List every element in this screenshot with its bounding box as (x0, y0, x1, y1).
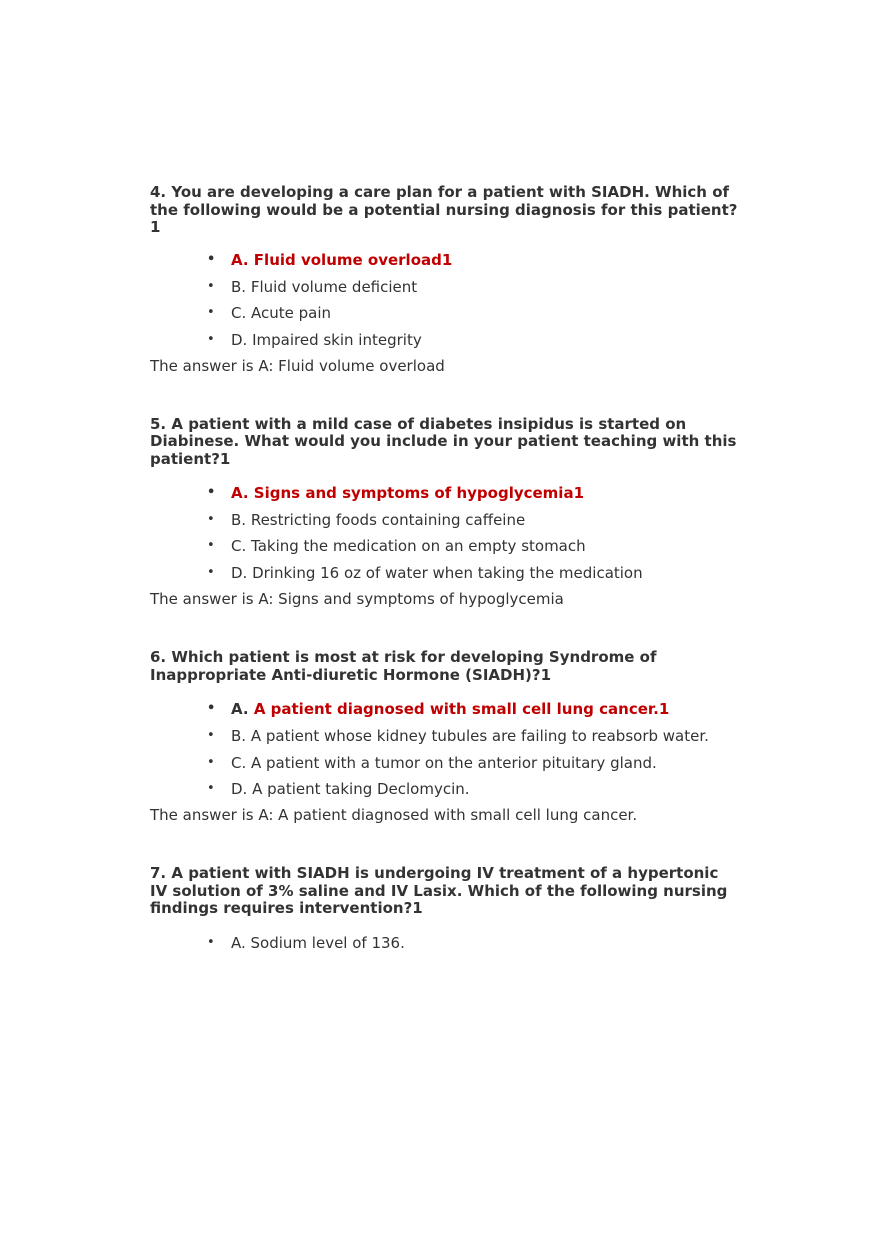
option-label: A. Signs and symptoms of hypoglycemia1 (231, 484, 585, 502)
option-b (150, 278, 740, 296)
bullet-icon: • (207, 755, 215, 770)
option-label: B. Restricting foods containing caffeine (231, 511, 526, 529)
option-label: B. Fluid volume deficient (231, 277, 418, 296)
option-label: C. A patient with a tumor on the anterior pituitary gland. (231, 754, 657, 772)
bullet-icon: • (207, 278, 215, 294)
bullet-icon: • (207, 304, 215, 320)
question-7 (150, 865, 740, 952)
document-page (150, 184, 740, 952)
bullet-icon: • (207, 701, 216, 716)
option-d (150, 564, 740, 582)
option-label: D. A patient taking Declomycin. (231, 780, 470, 798)
option-label: A. Sodium level of 136. (231, 933, 405, 952)
option-label: A. Fluid volume overload1 (231, 250, 453, 269)
option-label: B. A patient whose kidney tubules are failing to reabsorb water. (231, 727, 709, 745)
option-label: C. Taking the medication on an empty stomach (231, 537, 586, 555)
bullet-icon: • (207, 485, 216, 500)
option-b (150, 727, 740, 745)
option-label: D. Impaired skin integrity (231, 330, 422, 349)
option-a-correct (150, 484, 740, 502)
question-6 (150, 649, 740, 824)
answer-text: The answer is A: A patient diagnosed with small cell lung cancer. (150, 806, 638, 824)
answer-text: The answer is A: Fluid volume overload (150, 356, 445, 375)
bullet-icon: • (207, 512, 215, 527)
bullet-icon: • (207, 934, 215, 950)
question-4 (150, 184, 740, 375)
option-d (150, 780, 740, 798)
bullet-icon: • (207, 538, 215, 553)
question-text: 6. Which patient is most at risk for developing Syndrome of Inappropriate Anti-diuretic Hormone (SIADH)?1 (150, 648, 657, 684)
option-label: C. Acute pain (231, 303, 332, 322)
option-list (150, 251, 740, 349)
bullet-icon: • (207, 251, 216, 267)
option-c (150, 754, 740, 772)
option-b (150, 511, 740, 529)
option-a-correct (150, 700, 740, 718)
option-list (150, 484, 740, 582)
option-prefix: A. (231, 700, 254, 718)
bullet-icon: • (207, 781, 215, 796)
bullet-icon: • (207, 728, 215, 743)
question-text: 7. A patient with SIADH is undergoing IV treatment of a hypertonic IV solution of 3% saline and IV Lasix. Which of the following nursing findings requires intervention?1 (150, 864, 728, 917)
option-a-correct (150, 251, 740, 269)
question-text: 5. A patient with a mild case of diabetes insipidus is started on Diabinese. What would you include in your patient teaching with this patient?1 (150, 414, 737, 468)
option-c (150, 304, 740, 322)
bullet-icon: • (207, 565, 215, 580)
option-list (150, 934, 740, 952)
question-text: 4. You are developing a care plan for a patient with SIADH. Which of the following would be a potential nursing diagnosis for this patient?1 (150, 183, 738, 236)
bullet-icon: • (207, 331, 215, 347)
option-d (150, 331, 740, 349)
option-label: D. Drinking 16 oz of water when taking the medication (231, 564, 643, 582)
option-list (150, 700, 740, 798)
option-c (150, 537, 740, 555)
question-5 (150, 416, 740, 609)
option-label: A patient diagnosed with small cell lung cancer.1 (253, 700, 670, 718)
option-a (150, 934, 740, 952)
answer-text: The answer is A: Signs and symptoms of hypoglycemia (150, 590, 564, 608)
